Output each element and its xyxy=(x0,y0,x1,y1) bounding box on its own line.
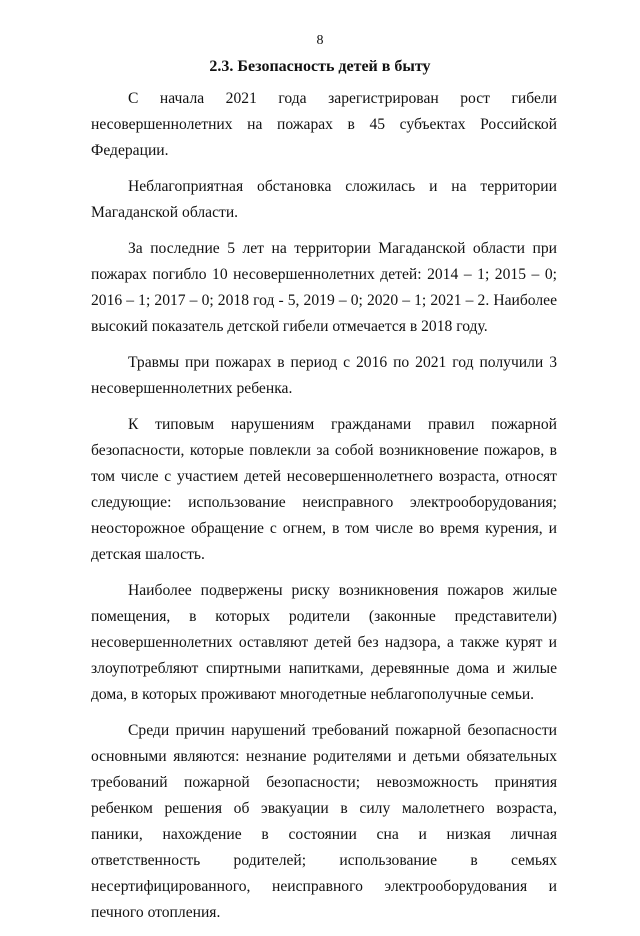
section-title: 2.3. Безопасность детей в быту xyxy=(209,58,431,75)
paragraph-risk-groups: Наиболее подвержены риску возникновения пожаров жилые помещения, в которых родители (законные представители) несовершеннолетних оставляют детей без надзора, а также курят и злоупотребляют спиртными напитками, деревянные дома и жилые дома, в которых проживают многодетные неблагополучные семьи. xyxy=(91,582,557,703)
paragraph-magadan-situation: Неблагоприятная обстановка сложилась и на территории Магаданской области. xyxy=(91,178,557,221)
paragraph-injuries: Травмы при пожарах в период с 2016 по 2021 год получили 3 несовершеннолетних ребенка. xyxy=(91,354,557,397)
paragraph-growth-stats: С начала 2021 года зарегистрирован рост гибели несовершеннолетних на пожарах в 45 субъектах Российской Федерации. xyxy=(91,90,557,159)
body-text xyxy=(91,86,557,936)
paragraph-causes: Среди причин нарушений требований пожарной безопасности основными являются: незнание родителями и детьми обязательных требований пожарной безопасности; невозможность принятия ребенком решения об эвакуации в силу малолетнего возраста, паники, нахождение в состоянии сна и низкая личная ответственность родителей; использование в семьях несертифицированного, неисправного электрооборудования и печного отопления. xyxy=(91,722,557,921)
paragraph-death-statistics: За последние 5 лет на территории Магаданской области при пожарах погибло 10 несовершеннолетних детей: 2014 – 1; 2015 – 0; 2016 – 1; 2017 – 0; 2018 год - 5, 2019 – 0; 2020 – 1; 2021 – 2. Наиболее высокий показатель детской гибели отмечается в 2018 году. xyxy=(91,240,557,335)
paragraph-typical-violations: К типовым нарушениям гражданами правил пожарной безопасности, которые повлекли за собой возникновение пожаров, в том числе с участием детей несовершеннолетнего возраста, относят следующие: использование неисправного электрооборудования; неосторожное обращение с огнем, в том числе во время курения, и детская шалость. xyxy=(91,416,557,563)
page-number: 8 xyxy=(316,33,324,48)
